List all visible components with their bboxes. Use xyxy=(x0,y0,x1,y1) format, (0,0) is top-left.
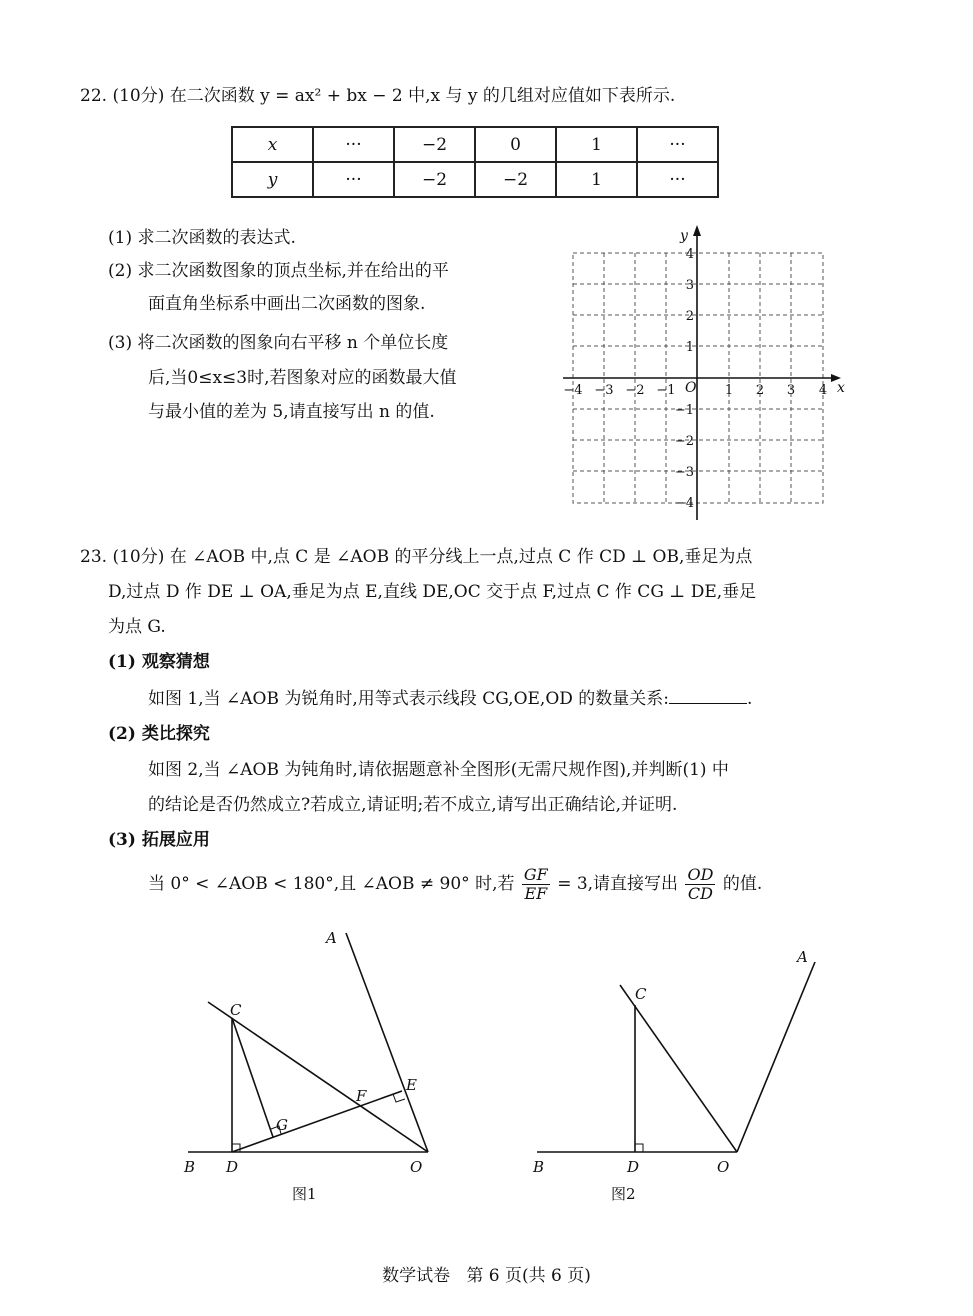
q23-stem-line2: D,过点 D 作 DE ⊥ OA,垂足为点 E,直线 DE,OC 交于点 F,过点 C 作 CG ⊥ DE,垂足 xyxy=(108,582,757,602)
x-tick-label: 1 xyxy=(724,383,734,398)
segment-cg xyxy=(232,1018,273,1137)
x-tick-label: −1 xyxy=(656,383,676,398)
q23-part3-end: 的值. xyxy=(722,874,763,894)
fraction-denominator: EF xyxy=(524,884,548,903)
table-cell: 1 xyxy=(556,127,637,162)
q22-part2-line2: 面直角坐标系中画出二次函数的图象. xyxy=(148,294,426,314)
q22-part3-line2: 后,当0≤x≤3时,若图象对应的函数最大值 xyxy=(148,368,457,388)
table-cell: −2 xyxy=(394,162,475,197)
table-cell: ··· xyxy=(313,127,394,162)
table-cell: ··· xyxy=(313,162,394,197)
figure-2-caption: 图2 xyxy=(611,1185,636,1203)
y-tick-label: 2 xyxy=(685,309,694,324)
q23-part3-title: (3) 拓展应用 xyxy=(108,830,210,850)
point-label-e: E xyxy=(406,1076,417,1094)
table-row xyxy=(232,162,718,197)
fraction-numerator: GF xyxy=(523,865,548,884)
point-label-f: F xyxy=(356,1087,367,1105)
q23-part1-period: . xyxy=(747,689,753,709)
fraction-od-cd xyxy=(685,866,715,903)
y-tick-label: −2 xyxy=(674,434,694,449)
ray-oa xyxy=(737,962,815,1152)
x-tick-label: −3 xyxy=(594,383,614,398)
q22-part3-line3: 与最小值的差为 5,请直接写出 n 的值. xyxy=(148,402,435,422)
point-label-a: A xyxy=(326,929,337,947)
right-angle-e-icon xyxy=(393,1094,405,1102)
table-cell: x xyxy=(232,127,313,162)
q23-part1-text xyxy=(148,687,752,711)
point-label-b: B xyxy=(533,1158,545,1176)
x-tick-label: 4 xyxy=(818,383,828,398)
y-axis-label: y xyxy=(680,228,688,244)
line-oc xyxy=(208,1002,428,1152)
y-axis-arrow-icon xyxy=(693,225,701,236)
q23-part1-question: 如图 1,当 ∠AOB 为锐角时,用等式表示线段 CG,OE,OD 的数量关系: xyxy=(148,689,670,709)
table-cell: 0 xyxy=(475,127,556,162)
table-cell: 1 xyxy=(556,162,637,197)
figure-1-caption: 图1 xyxy=(292,1185,317,1203)
point-label-b: B xyxy=(184,1158,196,1176)
point-label-c: C xyxy=(635,985,647,1003)
y-tick-label: 1 xyxy=(685,340,694,355)
table-cell: y xyxy=(232,162,313,197)
q23-part3-condition: 当 0° < ∠AOB < 180°,且 ∠AOB ≠ 90° 时,若 xyxy=(148,874,515,894)
x-tick-label: 3 xyxy=(786,383,796,398)
q23-part2-line1: 如图 2,当 ∠AOB 为钝角时,请依据题意补全图形(无需尺规作图),并判断(1) 中 xyxy=(148,760,729,780)
ray-oa xyxy=(346,933,428,1152)
q23-part3-text xyxy=(148,864,762,904)
table-cell: ··· xyxy=(637,127,718,162)
page-footer: 数学试卷 第 6 页(共 6 页) xyxy=(382,1266,591,1286)
answer-blank[interactable] xyxy=(669,687,747,704)
q23-stem-line3: 为点 G. xyxy=(108,617,166,637)
table-row xyxy=(232,127,718,162)
q23-part1-title: (1) 观察猜想 xyxy=(108,652,210,672)
point-label-c: C xyxy=(230,1001,242,1019)
q22-part2-line1: (2) 求二次函数图象的顶点坐标,并在给出的平 xyxy=(108,261,449,281)
x-tick-label: −4 xyxy=(563,383,583,398)
point-label-o: O xyxy=(410,1158,423,1176)
figure-1 xyxy=(170,925,460,1205)
y-tick-label: −4 xyxy=(674,496,694,511)
table-cell: ··· xyxy=(637,162,718,197)
y-tick-label: −1 xyxy=(674,403,694,418)
q23-part2-line2: 的结论是否仍然成立?若成立,请证明;若不成立,请写出正确结论,并证明. xyxy=(148,795,678,815)
point-label-g: G xyxy=(276,1116,288,1134)
fraction-gf-ef xyxy=(522,866,550,903)
segment-de xyxy=(232,1091,402,1152)
q22-part1: (1) 求二次函数的表达式. xyxy=(108,228,296,248)
x-tick-label: −2 xyxy=(625,383,645,398)
y-tick-label: 3 xyxy=(685,278,694,293)
right-angle-d-icon xyxy=(635,1144,643,1152)
x-axis-label: x xyxy=(837,380,845,396)
table-cell: −2 xyxy=(475,162,556,197)
line-oc xyxy=(620,985,737,1152)
q22-coordinate-grid xyxy=(555,222,855,527)
fraction-numerator: OD xyxy=(687,865,714,884)
figure-2 xyxy=(525,940,835,1205)
point-label-d: D xyxy=(627,1158,640,1176)
q22-stem: 22. (10分) 在二次函数 y = ax² + bx − 2 中,x 与 y 的几组对应值如下表所示. xyxy=(80,86,676,106)
point-label-a: A xyxy=(797,948,808,966)
q23-part3-mid: = 3,请直接写出 xyxy=(557,874,679,894)
table-cell: −2 xyxy=(394,127,475,162)
point-label-d: D xyxy=(226,1158,239,1176)
q22-value-table xyxy=(231,126,719,198)
x-tick-label: 2 xyxy=(755,383,765,398)
point-label-o: O xyxy=(717,1158,730,1176)
y-tick-label: −3 xyxy=(674,465,694,480)
q22-part3-line1: (3) 将二次函数的图象向右平移 n 个单位长度 xyxy=(108,333,449,353)
origin-label: O xyxy=(685,380,697,396)
fraction-denominator: CD xyxy=(687,884,713,903)
q23-stem-line1: 23. (10分) 在 ∠AOB 中,点 C 是 ∠AOB 的平分线上一点,过点 C 作 CD ⊥ OB,垂足为点 xyxy=(80,547,753,567)
q23-part2-title: (2) 类比探究 xyxy=(108,724,210,744)
y-tick-label: 4 xyxy=(685,247,694,262)
